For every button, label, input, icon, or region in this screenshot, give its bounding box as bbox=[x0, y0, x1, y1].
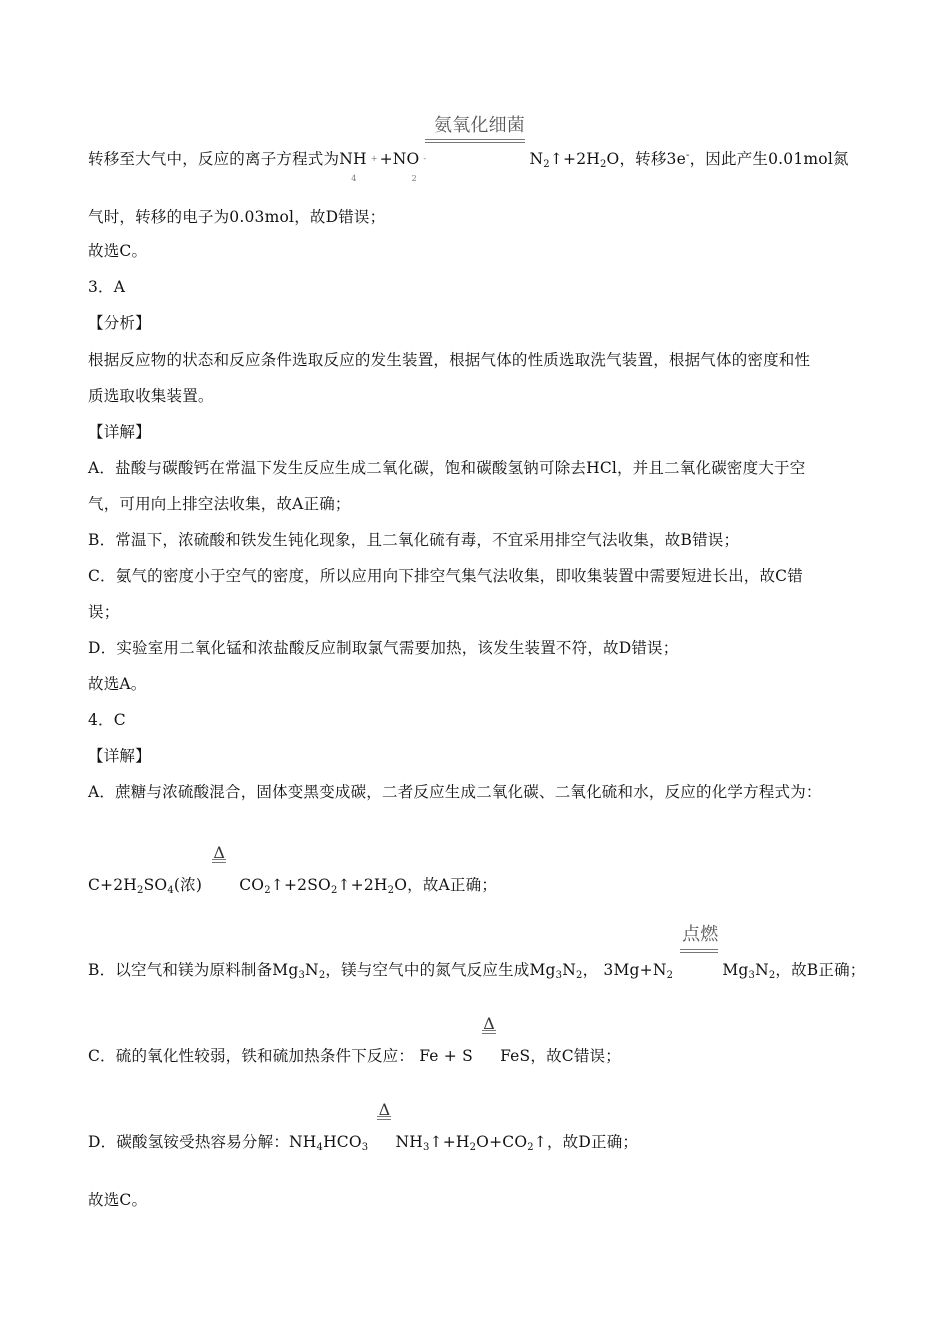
reaction-arrow-heat bbox=[207, 843, 239, 890]
conclusion-q2: 故选C。 bbox=[88, 242, 148, 260]
q3-detail-label: 【详解】 bbox=[88, 423, 151, 441]
delta-icon: Δ bbox=[378, 1100, 391, 1119]
q3-option-c: C．氨气的密度小于空气的密度，所以应用向下排空气集气法收集，即收集装置中需要短进长出，故C错 bbox=[88, 567, 803, 585]
double-bar bbox=[425, 139, 525, 143]
q3-analysis-text: 根据反应物的状态和反应条件选取反应的发生装置，根据气体的性质选取洗气装置，根据气体的密度和性 bbox=[88, 351, 811, 369]
q4-option-a: A．蔗糖与浓硫酸混合，固体变黑变成碳，二者反应生成二氧化碳、二氧化硫和水，反应的化学方程式为： bbox=[88, 783, 822, 801]
reaction-arrow-ignite bbox=[678, 924, 722, 975]
q4-answer: 4．C bbox=[88, 711, 126, 729]
q3-option-b: B．常温下，浓硫酸和铁发生钝化现象，且二氧化硫有毒，不宜采用排空气法收集，故B错误； bbox=[88, 531, 740, 549]
double-bar bbox=[482, 1030, 496, 1034]
double-bar bbox=[212, 859, 226, 863]
ion-no2: +NO - 2 bbox=[379, 150, 427, 183]
delta-icon: Δ bbox=[213, 843, 226, 862]
q4-d-equation: D．碳酸氢铵受热容易分解：$NH_4HCO_3$ Δ $NH_3↑+H_2O+CO_2↑$，故D正确； bbox=[88, 1100, 639, 1153]
double-bar bbox=[377, 1116, 391, 1120]
q4-a-equation: $C+2H_2SO_4$(浓) Δ $CO_2↑+2SO_2↑+2H_2O$，故A正确； bbox=[88, 843, 498, 896]
reaction-arrow-heat bbox=[478, 1014, 500, 1061]
reaction-arrow-heat bbox=[373, 1100, 395, 1147]
q3-option-a: A．盐酸与碳酸钙在常温下发生反应生成二氧化碳，饱和碳酸氢钠可除去HCl，并且二氧化碳密度大于空 bbox=[88, 459, 806, 477]
q4-c-equation: C．硫的氧化性较弱，铁和硫加热条件下反应： Fe + S Δ FeS，故C错误； bbox=[88, 1014, 621, 1065]
reaction-arrow-bacteria bbox=[430, 115, 530, 164]
q3-option-a-cont: 气，可用向上排空法收集，故A正确； bbox=[88, 495, 351, 513]
q4-b-equation: B．以空气和镁为原料制备$Mg_3N_2$，镁与空气中的氮气反应生成$Mg_3N_2$， $3Mg+N_2$ 点燃 $Mg_3N_2$，故B正确； bbox=[88, 924, 866, 981]
q3-analysis-label: 【分析】 bbox=[88, 314, 151, 332]
ion-nh4: NH + 4 bbox=[339, 150, 378, 183]
q3-conclusion: 故选A。 bbox=[88, 675, 147, 693]
double-bar bbox=[680, 949, 718, 953]
q3-option-c-cont: 误； bbox=[88, 603, 120, 621]
condition-bacteria: 氨氧化细菌 bbox=[434, 115, 525, 136]
q3-option-d: D．实验室用二氧化锰和浓盐酸反应制取氯气需要加热，该发生装置不符，故D错误； bbox=[88, 639, 679, 657]
condition-ignite: 点燃 bbox=[682, 924, 719, 945]
line-ionic-equation: 转移至大气中，反应的离子方程式为NH + 4 +NO - 2 氨氧化细菌 $N_2↑+2H_2O$，转移3e-，因此产生0.01mol氮 bbox=[88, 115, 849, 183]
q4-conclusion: 故选C。 bbox=[88, 1191, 148, 1209]
q3-analysis-text-2: 质选取收集装置。 bbox=[88, 387, 214, 405]
text-line: 气时，转移的电子为0.03mol，故D错误； bbox=[88, 208, 386, 226]
q3-answer: 3．A bbox=[88, 278, 126, 296]
delta-icon: Δ bbox=[483, 1014, 495, 1033]
q4-detail-label: 【详解】 bbox=[88, 747, 151, 765]
